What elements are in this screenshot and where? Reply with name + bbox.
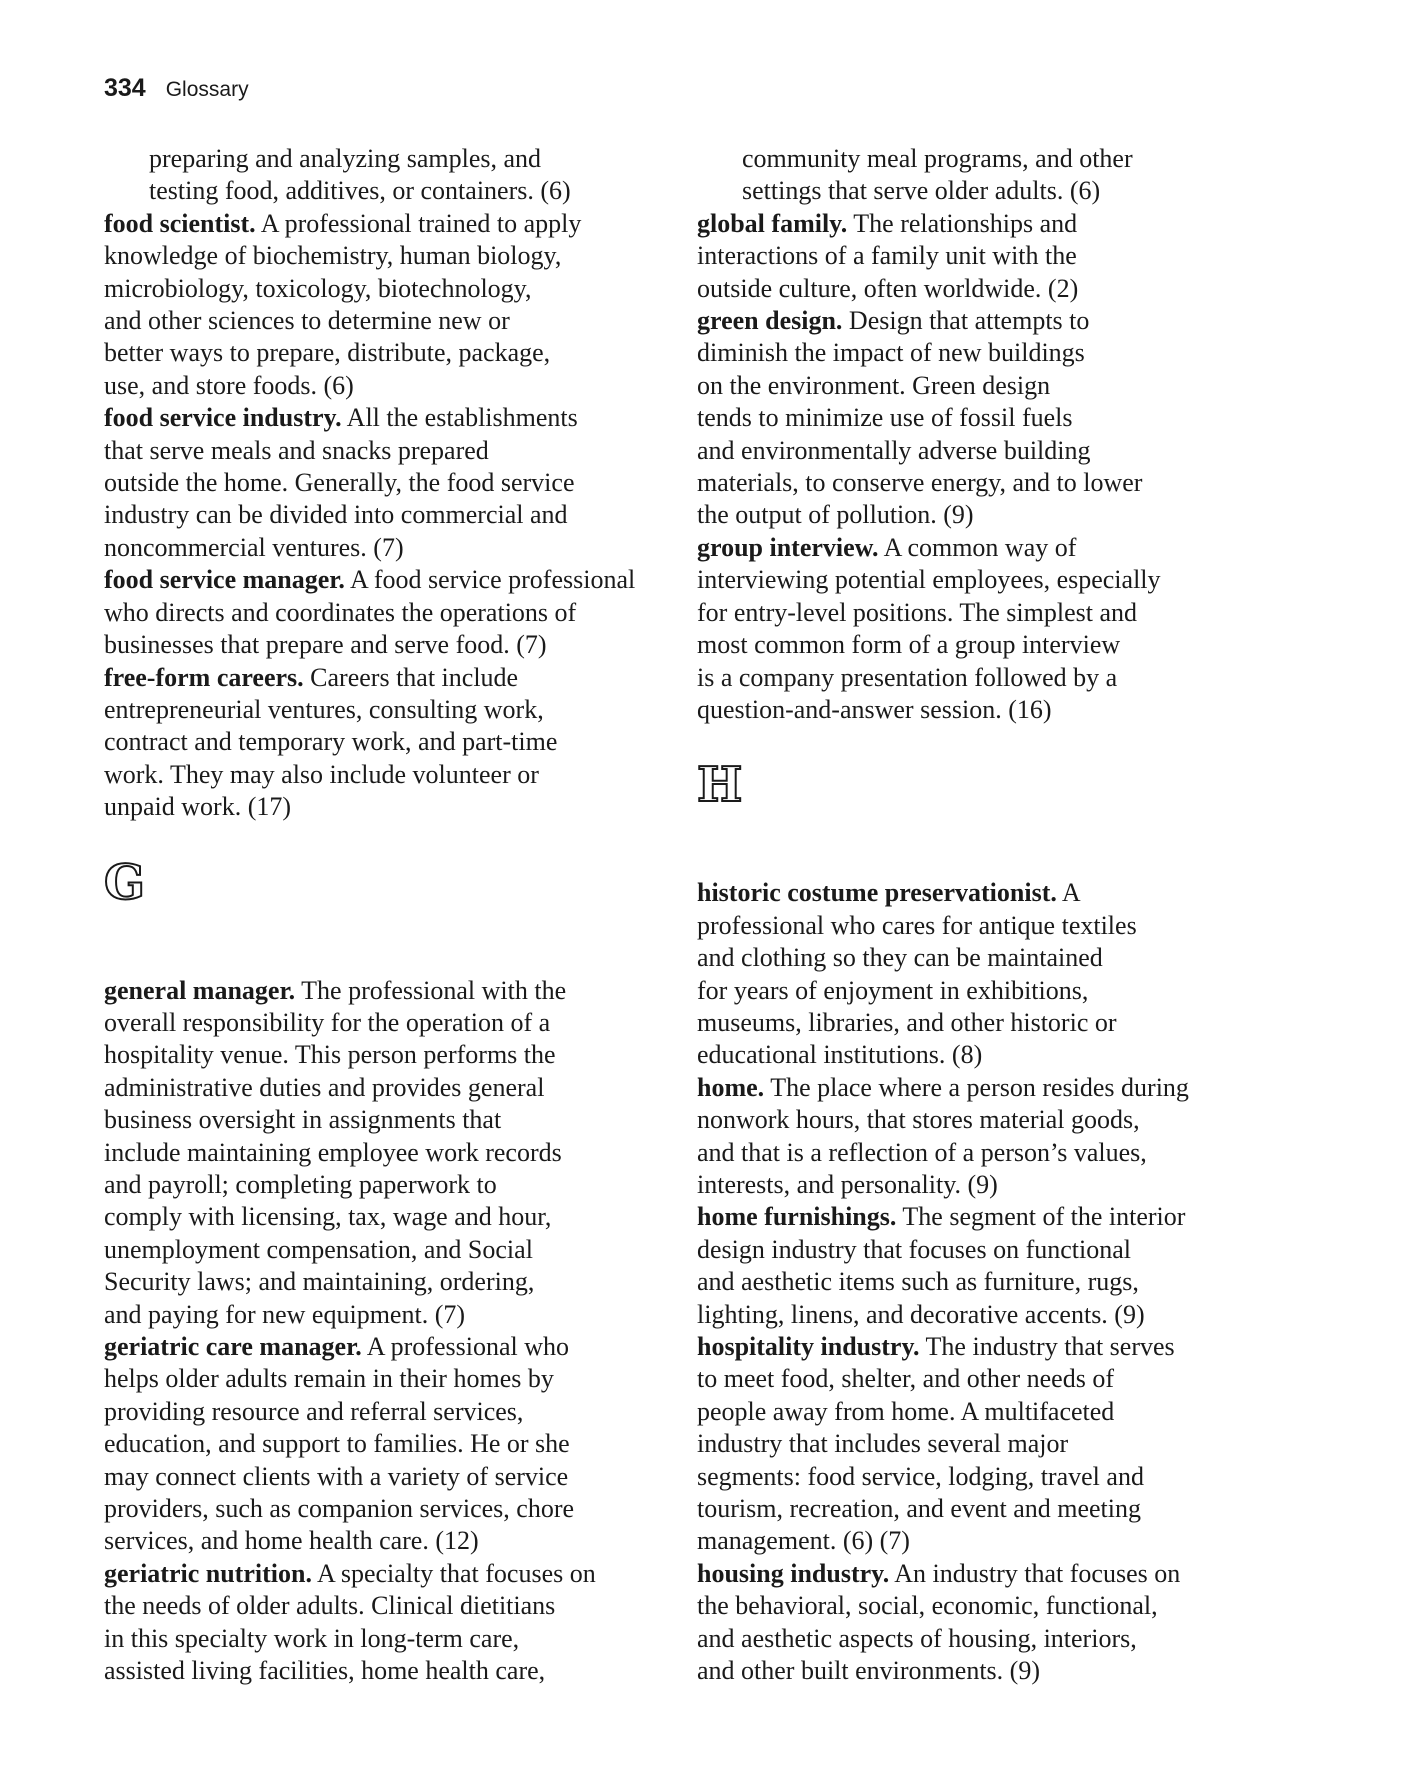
entry-line [697,1299,1257,1331]
glossary-entry [104,564,664,661]
glossary-entry [104,402,664,564]
definition-text: and clothing so they can be maintained [697,943,1103,973]
entry-line [697,1363,1257,1395]
definition-text: tourism, recreation, and event and meeting [697,1494,1142,1524]
definition-text: Design that attempts to [842,306,1090,336]
definition-text: museums, libraries, and other historic or [697,1007,1117,1037]
definition-text: unemployment compensation, and Social [104,1234,533,1264]
section-letter-g [104,824,664,975]
definition-text: providers, such as companion services, chore [104,1494,575,1524]
glossary-term: green design. [697,306,843,336]
glossary-entry [697,1201,1257,1331]
definition-text: and paying for new equipment. (7) [104,1299,466,1329]
entry-line [104,597,664,629]
glossary-entry [697,1331,1257,1558]
definition-text: entrepreneurial ventures, consulting work, [104,694,544,724]
entry-line [697,1169,1257,1201]
definition-text: industry that includes several major [697,1429,1069,1459]
entry-line [104,975,664,1007]
entry-line [104,208,664,240]
glossary-term: home furnishings. [697,1202,897,1232]
definition-text: and payroll; completing paperwork to [104,1169,497,1199]
definition-text: include maintaining employee work records [104,1137,562,1167]
entry-line [104,435,664,467]
entry-line [697,1201,1257,1233]
definition-text: people away from home. A multifaceted [697,1396,1115,1426]
entry-line [697,273,1257,305]
right-column [697,143,1257,1687]
definition-text: hospitality venue. This person performs the [104,1040,556,1070]
glossary-entry [697,1072,1257,1202]
glossary-term: housing industry. [697,1558,890,1588]
definition-text: The place where a person resides during [764,1072,1189,1102]
definition-text: and other built environments. (9) [697,1656,1040,1686]
entry-line [104,726,664,758]
entry-line [697,1590,1257,1622]
entry-line [697,402,1257,434]
definition-text: segments: food service, lodging, travel and [697,1461,1144,1491]
definition-text: contract and temporary work, and part-time [104,727,558,757]
glossary-entries [697,208,1257,727]
entry-line [697,877,1257,909]
entry-line [697,975,1257,1007]
definition-text: may connect clients with a variety of service [104,1461,569,1491]
entry-line [104,1428,664,1460]
entry-line [697,1039,1257,1071]
definition-text: the needs of older adults. Clinical dietitians [104,1591,556,1621]
glossary-entry [104,1558,664,1688]
entry-line [104,791,664,823]
section-letter-h [697,726,1257,877]
entry-line [104,1396,664,1428]
entry-line [104,629,664,661]
glossary-entry [697,208,1257,305]
entry-line [697,942,1257,974]
definition-text: microbiology, toxicology, biotechnology, [104,273,532,303]
definition-text: comply with licensing, tax, wage and hour, [104,1202,552,1232]
glossary-entries [104,975,664,1688]
entry-line [697,910,1257,942]
definition-text: nonwork hours, that stores material goods, [697,1105,1140,1135]
definition-text: providing resource and referral services, [104,1396,524,1426]
entry-line [104,467,664,499]
entry-line [697,694,1257,726]
definition-text: and that is a reflection of a person’s values, [697,1137,1147,1167]
entry-line [697,1428,1257,1460]
definition-text: that serve meals and snacks prepared [104,435,489,465]
glossary-entry [104,208,664,402]
definition-text: The professional with the [295,975,567,1005]
entry-line [104,240,664,272]
left-column [104,143,664,1687]
definition-text: helps older adults remain in their homes by [104,1364,554,1394]
entry-line [104,1590,664,1622]
definition-text: unpaid work. (17) [104,792,292,822]
definition-text: assisted living facilities, home health care, [104,1656,546,1686]
entry-line [104,694,664,726]
entry-line [697,467,1257,499]
entry-line [104,1493,664,1525]
glossary-entry [104,975,664,1331]
entry-line [697,1137,1257,1169]
definition-text: interests, and personality. (9) [697,1169,998,1199]
glossary-entry [697,1558,1257,1688]
definition-text: A specialty that focuses on [311,1558,596,1588]
entry-line [697,532,1257,564]
definition-text: administrative duties and provides general [104,1072,545,1102]
definition-text: A [1056,878,1081,908]
entry-line [697,1396,1257,1428]
definition-text: management. (6) (7) [697,1526,910,1556]
glossary-term: group interview. [697,532,879,562]
definition-text: better ways to prepare, distribute, package, [104,338,551,368]
continued-definition [104,143,664,208]
definition-text: tends to minimize use of fossil fuels [697,403,1073,433]
definition-text: and other sciences to determine new or [104,306,510,336]
definition-text: The relationships and [847,208,1078,238]
glossary-entries [104,208,664,824]
definition-text: A professional who [361,1332,569,1361]
glossary-term: hospitality industry. [697,1332,920,1361]
entry-line [104,370,664,402]
entry-line [104,1558,664,1590]
definition-text: An industry that focuses on [889,1558,1181,1588]
entry-line [104,1655,664,1687]
running-head: Glossary [165,78,249,101]
entry-line [104,1331,664,1363]
glossary-entry [697,877,1257,1071]
definition-text: knowledge of biochemistry, human biology, [104,241,562,271]
definition-text: materials, to conserve energy, and to lower [697,468,1143,498]
entry-line [104,759,664,791]
definition-text: interactions of a family unit with the [697,241,1077,271]
definition-text: outside culture, often worldwide. (2) [697,273,1079,303]
glossary-term: food scientist. [104,208,256,238]
definition-text: The segment of the interior [896,1202,1186,1232]
glossary-term: global family. [697,208,848,238]
definition-text: businesses that prepare and serve food. (7) [104,630,547,660]
entry-line [104,532,664,564]
glossary-term: free-form careers. [104,662,304,692]
glossary-term: geriatric nutrition. [104,1558,312,1588]
entry-line [104,1234,664,1266]
entry-line [104,564,664,596]
entry-line [697,1234,1257,1266]
definition-text: diminish the impact of new buildings [697,338,1085,368]
definition-text: A professional trained to apply [255,208,582,238]
definition-text: on the environment. Green design [697,370,1051,400]
glossary-entry [104,1331,664,1558]
definition-line: settings that serve older adults. (6) [742,176,1101,206]
definition-text: the output of pollution. (9) [697,500,974,530]
definition-text: industry can be divided into commercial and [104,500,568,530]
entry-line [697,337,1257,369]
entry-line [697,1104,1257,1136]
definition-text: outside the home. Generally, the food service [104,468,575,498]
definition-text: for entry-level positions. The simplest and [697,597,1137,627]
glossary-entries [697,877,1257,1687]
entry-line [697,208,1257,240]
entry-line [697,305,1257,337]
glossary-term: food service industry. [104,403,342,433]
definition-text: lighting, linens, and decorative accents. (9) [697,1299,1145,1329]
entry-line [104,402,664,434]
entry-line [697,1525,1257,1557]
definition-text: All the establishments [341,403,578,433]
definition-text: Careers that include [303,662,519,692]
entry-line [104,1299,664,1331]
definition-text: services, and home health care. (12) [104,1526,479,1556]
entry-line [104,337,664,369]
entry-line [697,1266,1257,1298]
entry-line [697,240,1257,272]
definition-text: business oversight in assignments that [104,1105,502,1135]
definition-line: community meal programs, and other [742,144,1133,173]
definition-text: in this specialty work in long-term care, [104,1623,520,1653]
definition-text: Security laws; and maintaining, ordering, [104,1267,535,1297]
entry-line [104,1461,664,1493]
entry-line [697,564,1257,596]
page-number: 334 [104,74,146,102]
section-letter-glyph: G [104,854,145,911]
definition-line: preparing and analyzing samples, and [149,144,542,173]
glossary-term: geriatric care manager. [104,1332,362,1361]
entry-line [104,662,664,694]
entry-line [697,1655,1257,1687]
definition-text: interviewing potential employees, especially [697,565,1161,595]
definition-text: overall responsibility for the operation of a [104,1007,551,1037]
entry-line [697,1558,1257,1590]
entry-line [104,273,664,305]
glossary-entry [697,532,1257,726]
definition-text: and environmentally adverse building [697,435,1091,465]
definition-text: education, and support to families. He or she [104,1429,570,1459]
entry-line [697,370,1257,402]
glossary-term: food service manager. [104,565,345,595]
entry-line [104,1039,664,1071]
entry-line [104,1623,664,1655]
entry-line [697,629,1257,661]
entry-line [104,1169,664,1201]
entry-line [104,1072,664,1104]
glossary-term: historic costume preservationist. [697,878,1057,908]
entry-line [697,435,1257,467]
definition-text: A common way of [878,532,1077,562]
definition-text: design industry that focuses on functional [697,1234,1131,1264]
entry-line [104,1137,664,1169]
definition-text: the behavioral, social, economic, functional, [697,1591,1158,1621]
entry-line [697,1461,1257,1493]
definition-text: and aesthetic items such as furniture, rugs, [697,1267,1139,1297]
section-letter-glyph: H [697,757,743,814]
entry-line [104,1104,664,1136]
page-header [104,74,249,103]
definition-text: to meet food, shelter, and other needs of [697,1364,1114,1394]
entry-line [104,1201,664,1233]
definition-text: question-and-answer session. (16) [697,694,1052,724]
entry-line [697,597,1257,629]
entry-line [104,305,664,337]
glossary-term: general manager. [104,975,296,1005]
definition-text: who directs and coordinates the operations of [104,597,577,627]
entry-line [104,1266,664,1298]
entry-line [104,1363,664,1395]
entry-line [697,1331,1257,1363]
definition-text: most common form of a group interview [697,630,1121,660]
definition-text: A food service professional [344,565,636,595]
definition-text: The industry that serves [919,1332,1175,1361]
entry-line [697,499,1257,531]
entry-line [697,1623,1257,1655]
definition-text: work. They may also include volunteer or [104,759,539,789]
definition-text: use, and store foods. (6) [104,370,354,400]
definition-text: is a company presentation followed by a [697,662,1118,692]
definition-text: for years of enjoyment in exhibitions, [697,975,1089,1005]
entry-line [697,1072,1257,1104]
glossary-term: home. [697,1072,765,1102]
glossary-entry [104,662,664,824]
entry-line [697,1493,1257,1525]
continued-definition [697,143,1257,208]
definition-text: professional who cares for antique textiles [697,910,1137,940]
definition-text: and aesthetic aspects of housing, interiors, [697,1623,1137,1653]
definition-text: educational institutions. (8) [697,1040,983,1070]
entry-line [104,1525,664,1557]
entry-line [104,1007,664,1039]
glossary-entry [697,305,1257,532]
entry-line [104,499,664,531]
entry-line [697,662,1257,694]
definition-text: noncommercial ventures. (7) [104,532,404,562]
definition-line: testing food, additives, or containers. (6) [149,176,571,206]
entry-line [697,1007,1257,1039]
